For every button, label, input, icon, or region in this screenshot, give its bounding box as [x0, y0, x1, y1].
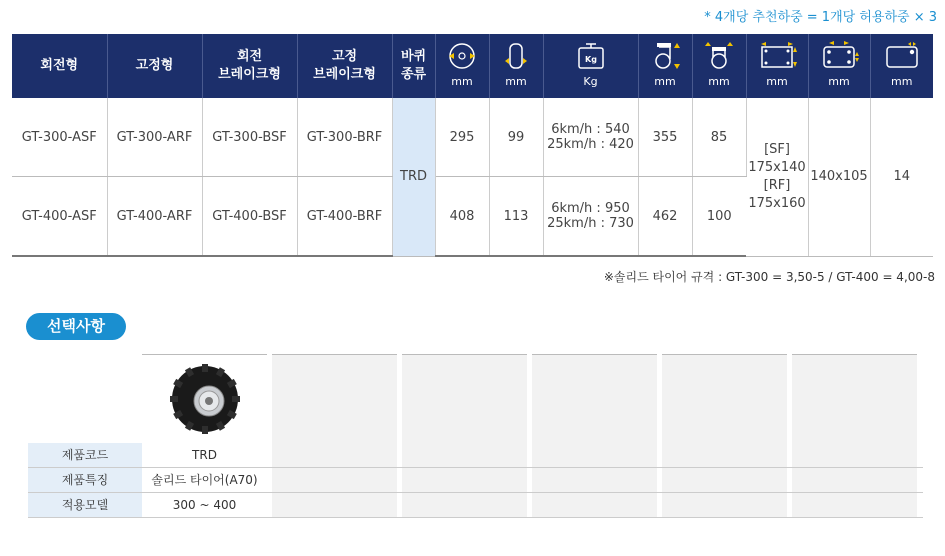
option-image-cell — [402, 354, 527, 443]
plate-size-cell: [SF] 175x140 [RF] 175x160 — [746, 98, 808, 256]
table-row — [12, 98, 933, 177]
header-diameter: mm — [435, 34, 489, 98]
wheel-type-cell: TRD — [392, 98, 435, 256]
option-image-cell — [792, 354, 917, 443]
option-row-feature — [28, 468, 923, 493]
height-swivel-cell: 462 — [638, 177, 692, 257]
header-wheel-type: 바퀴 종류 — [392, 34, 435, 98]
model-fixed: GT-400-ARF — [107, 177, 202, 257]
option-image-cell — [272, 354, 397, 443]
header-height-fixed: mm — [692, 34, 746, 98]
solid-tire-image — [169, 363, 241, 435]
bolt-hole-diameter-icon — [882, 41, 922, 71]
option-row-model — [28, 493, 923, 518]
tire-spec-note: ※솔리드 타이어 규격 : GT-300 = 3,50-5 / GT-400 = 4,00-8 — [603, 270, 935, 284]
header-height-swivel: mm — [638, 34, 692, 98]
bolt-hole-cell: 14 — [870, 98, 933, 256]
header-bolt-spacing: mm — [808, 34, 870, 98]
bolt-hole-spacing-icon — [819, 41, 859, 71]
diameter-cell: 408 — [435, 177, 489, 257]
option-label: 적용모델 — [28, 493, 142, 517]
header-plate-size: mm — [746, 34, 808, 98]
model-fixed-brake: GT-300-BRF — [297, 98, 392, 177]
recommended-load-note: * 4개당 추천하중 = 1개당 허용하중 × 3 — [704, 10, 937, 25]
svg-text:Kg: Kg — [584, 55, 597, 64]
width-cell: 99 — [489, 98, 543, 177]
header-swivel-brake: 회전 브레이크형 — [202, 34, 297, 98]
model-swivel: GT-300-ASF — [12, 98, 107, 177]
header-fixed-brake: 고정 브레이크형 — [297, 34, 392, 98]
header-swivel: 회전형 — [12, 34, 107, 98]
height-swivel-cell: 355 — [638, 98, 692, 177]
option-image-cell — [532, 354, 657, 443]
top-plate-size-icon — [757, 41, 797, 71]
header-row — [12, 34, 933, 98]
fixed-caster-height-icon — [702, 41, 736, 71]
option-image-cell — [142, 354, 267, 443]
swivel-caster-height-icon — [648, 41, 682, 71]
model-swivel-brake: GT-300-BSF — [202, 98, 297, 177]
option-value: TRD — [142, 443, 267, 467]
model-swivel-brake: GT-400-BSF — [202, 177, 297, 257]
option-value: 300 ~ 400 — [142, 493, 267, 517]
bolt-spacing-cell: 140x105 — [808, 98, 870, 256]
options-image-row — [28, 354, 923, 443]
option-label: 제품특징 — [28, 468, 142, 492]
width-cell: 113 — [489, 177, 543, 257]
options-section-title: 선택사항 — [26, 313, 126, 340]
diameter-cell: 295 — [435, 98, 489, 177]
wheel-diameter-icon — [445, 41, 479, 71]
header-load: Kg Kg — [543, 34, 638, 98]
wheel-width-icon — [499, 41, 533, 71]
model-fixed-brake: GT-400-BRF — [297, 177, 392, 257]
spec-table — [12, 34, 933, 257]
model-fixed: GT-300-ARF — [107, 98, 202, 177]
option-value: 솔리드 타이어(A70) — [142, 468, 267, 492]
height-fixed-cell: 100 — [692, 177, 746, 257]
load-cell: 6km/h : 540 25km/h : 420 — [543, 98, 638, 177]
header-fixed: 고정형 — [107, 34, 202, 98]
model-swivel: GT-400-ASF — [12, 177, 107, 257]
header-width: mm — [489, 34, 543, 98]
height-fixed-cell: 85 — [692, 98, 746, 177]
weight-icon — [574, 41, 608, 71]
header-bolt-hole: mm — [870, 34, 933, 98]
load-cell: 6km/h : 950 25km/h : 730 — [543, 177, 638, 257]
options-table — [28, 354, 923, 518]
option-row-code — [28, 443, 923, 468]
option-label: 제품코드 — [28, 443, 142, 467]
option-image-cell — [662, 354, 787, 443]
